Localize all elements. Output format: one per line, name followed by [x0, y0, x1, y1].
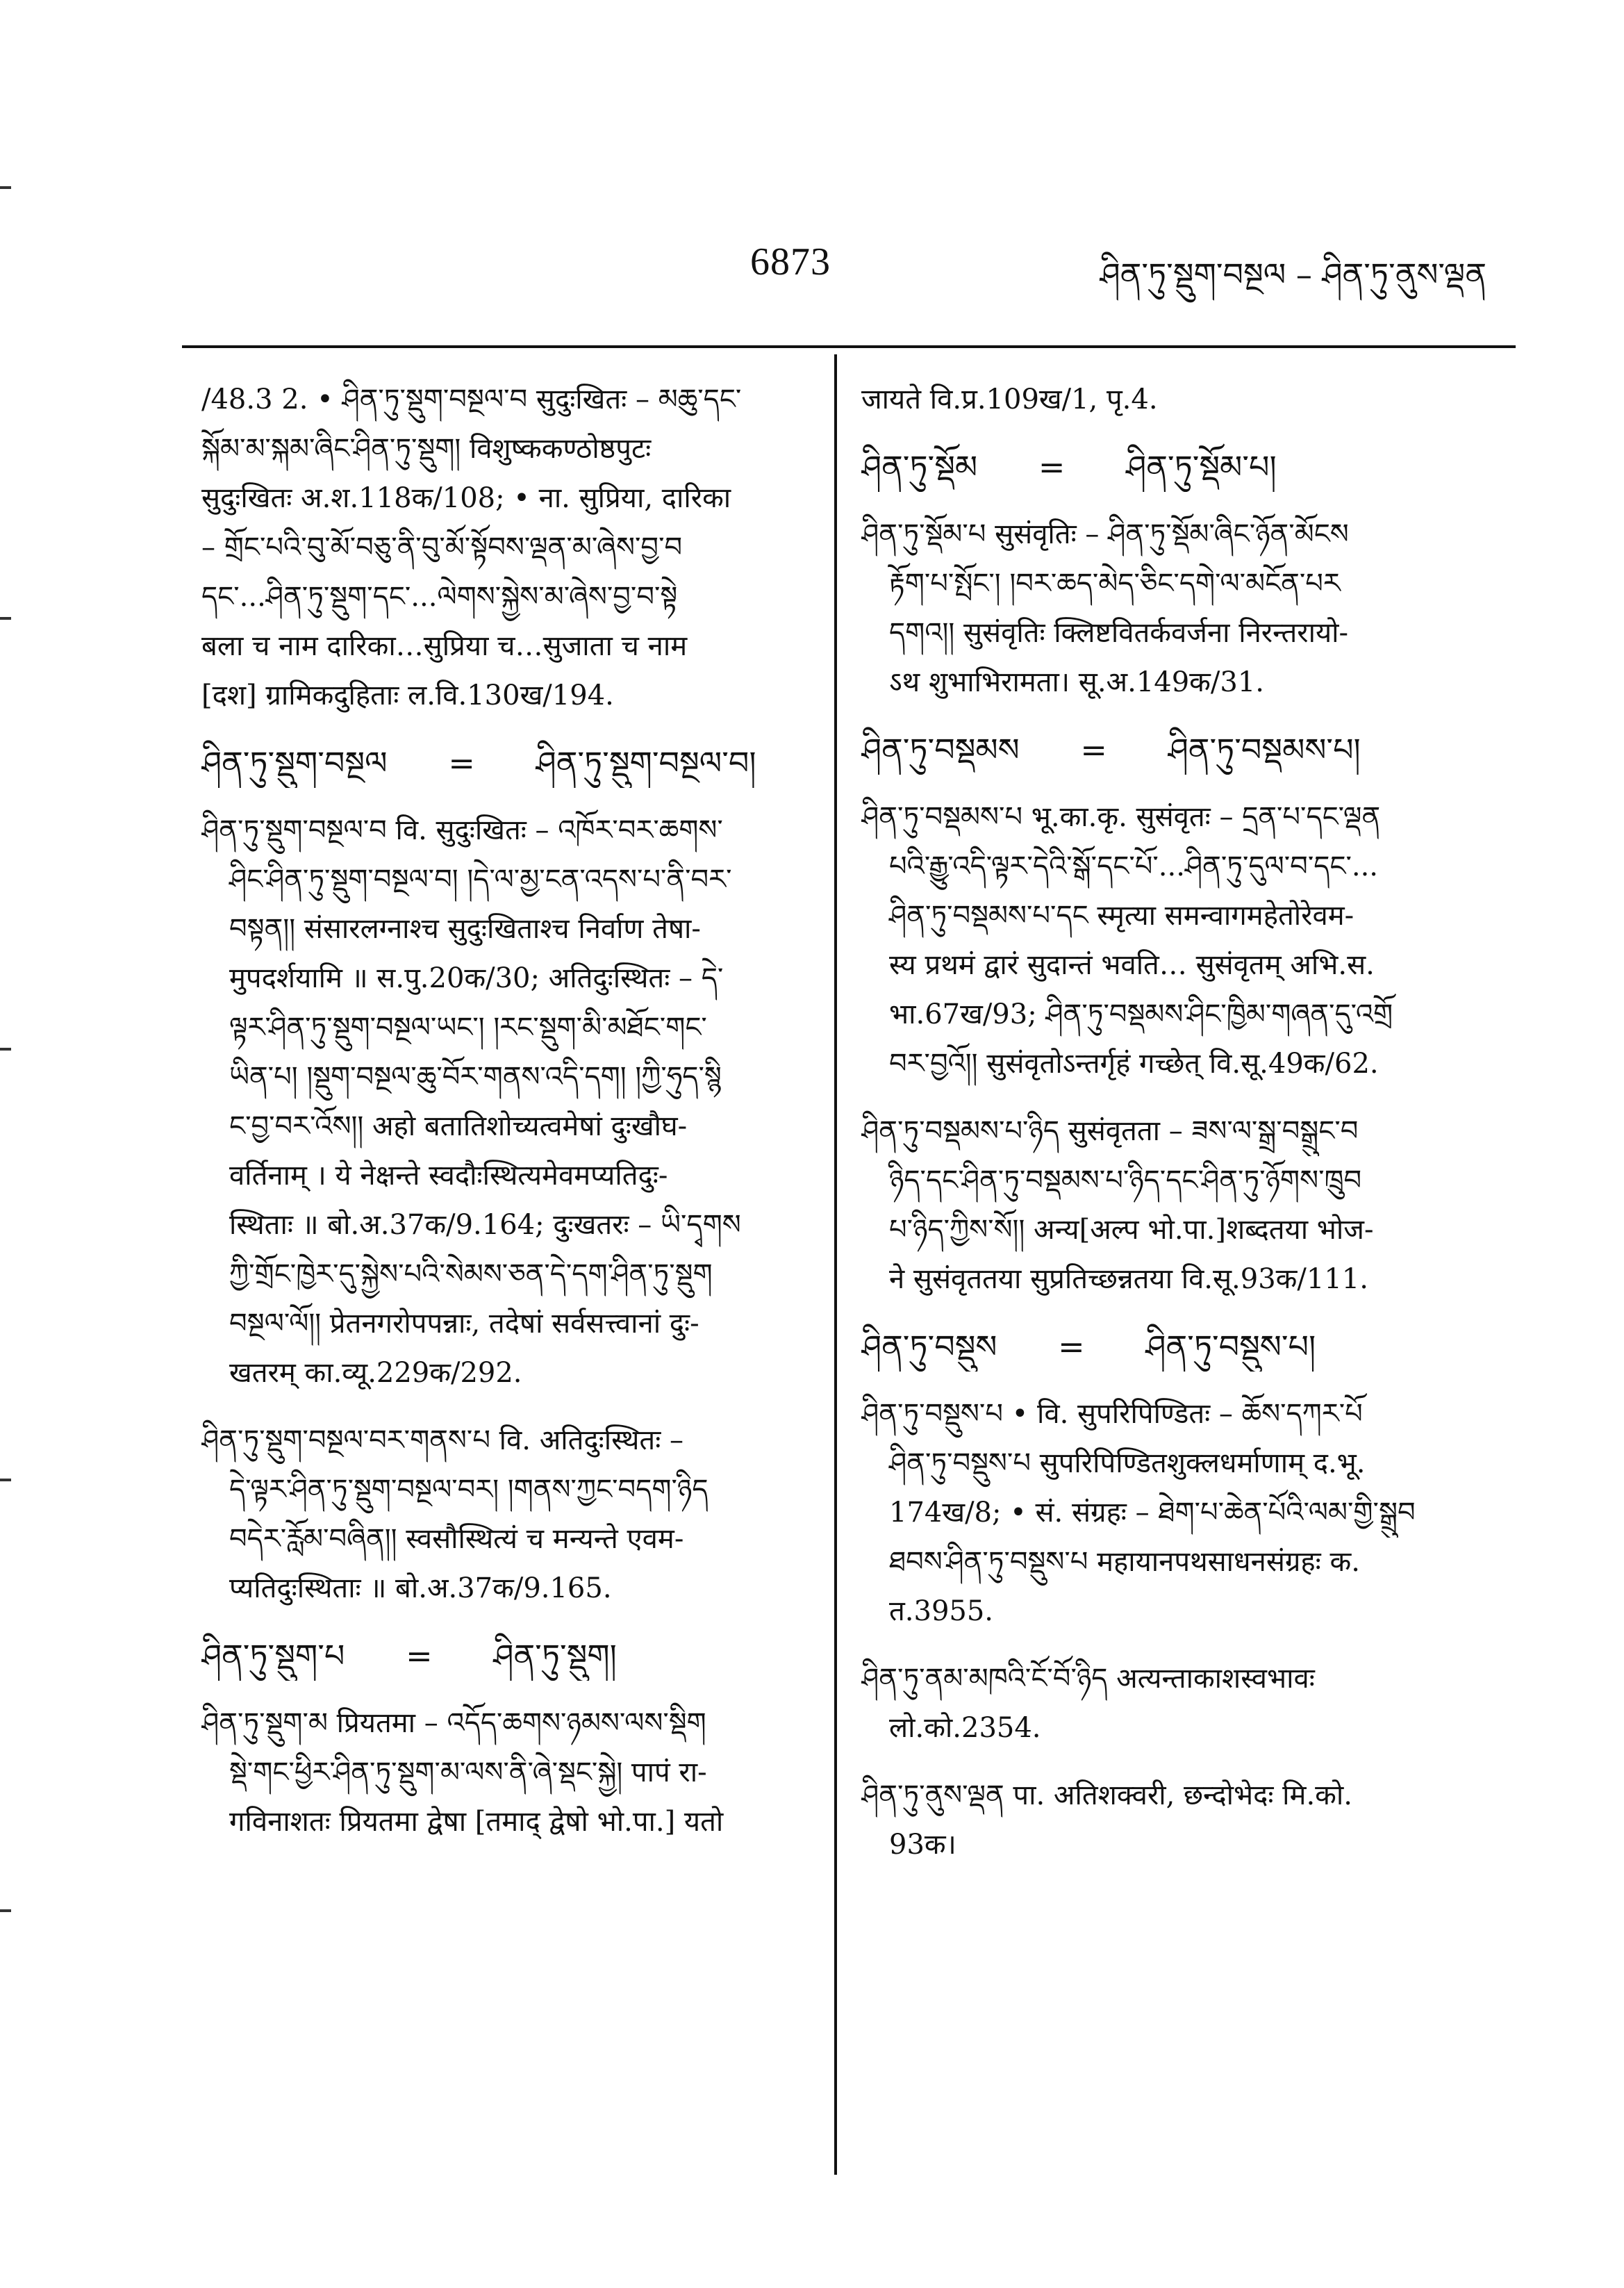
entry-line: རྟོག་པ་སྤོང་། །བར་ཆད་མེད་ཅིང་དགེ་ལ་མངོན་པར	[889, 568, 1341, 600]
entry-line: /48.3 2. • ཤིན་ཏུ་སྡུག་བསྔལ་བ सुदुःखितः – མཆུ་དང་	[201, 384, 742, 415]
entry-line: ཤིན་ཏུ་བསྡུས = ཤིན་ཏུ་བསྡུས་པ།	[861, 1328, 1316, 1365]
entry-line: खतरम् का.व्यू.229क/292.	[229, 1357, 522, 1389]
dictionary-entry	[201, 806, 813, 1398]
entry-line: ཤིན་ཏུ་སྡུག་པ = ཤིན་ཏུ་སྡུག།	[201, 1637, 617, 1674]
entry-line: त.3955.	[889, 1595, 994, 1627]
entry-line: ཤིན་ཏུ་ནམ་མཁའི་ངོ་བོ་ཉིད अत्यन्ताकाशस्वभावः	[861, 1663, 1315, 1695]
entry-line: [दश] ग्रामिकदुहिताः ल.वि.130ख/194.	[201, 680, 614, 711]
cross-reference-entry	[861, 725, 1473, 775]
dictionary-entry	[861, 793, 1473, 1089]
entry-line: 93क।	[889, 1829, 956, 1861]
entry-line: པའི་རྒྱུ་འདི་ལྟར་དེའི་སྒོ་དང་པོ་...ཤིན་ཏུ་དུལ་བ་དང་...	[889, 850, 1379, 882]
entry-line: ཤིན་ཏུ་བསྡམས་པ भू.का.कृ. सुसंवृतः – དྲན་པ་དང་ལྡན	[861, 801, 1381, 833]
dictionary-entry	[861, 1654, 1473, 1753]
entry-line: ཤིང་ཤིན་ཏུ་སྡུག་བསྔལ་བ། །དེ་ལ་མྱ་ངན་འདས་པ་ནི་བར་	[229, 864, 732, 896]
dictionary-entry	[861, 1390, 1473, 1636]
entry-line: ཤིན་ཏུ་སྡོམ་པ सुसंवृतिः – ཤིན་ཏུ་སྡོམ་ཞིང་ཉོན་མོངས	[861, 518, 1349, 550]
cross-reference-entry	[201, 1631, 813, 1681]
entry-line: ऽथ शुभाभिरामता। सू.अ.149क/31.	[889, 666, 1264, 698]
cross-reference-entry	[201, 739, 813, 788]
entry-line: ཤིན་ཏུ་སྡུག་མ प्रियतमा – འདོད་ཆགས་ཉམས་ལས་སྡིག	[201, 1707, 706, 1739]
entry-line: – གྲོང་པའི་བུ་མོ་བཅུ་ནི་བུ་མོ་སྟོབས་ལྡན་མ་ཞེས་བྱ་བ	[201, 532, 683, 563]
scan-margin-mark	[0, 1048, 11, 1051]
entry-line: भा.67ख/93; ཤིན་ཏུ་བསྡམས་ཤིང་ཁྱིམ་གཞན་དུ་འགྲོ	[889, 998, 1393, 1030]
entry-line: स्य प्रथमं द्वारं सुदान्तं भवति… सुसंवृतम् अभि.स.	[889, 949, 1375, 981]
running-head: ཤིན་ཏུ་སྡུག་བསྔལ – ཤིན་ཏུ་ནུས་ལྡན	[1100, 256, 1486, 293]
entry-line: སྐོམ་མ་སྐམ་ཞིང་ཤིན་ཏུ་སྡུག། विशुष्ककण्ठोष्ठपुटः	[201, 433, 652, 465]
entry-line: ཤིན་ཏུ་སྡུག་བསྔལ = ཤིན་ཏུ་སྡུག་བསྔལ་བ།	[201, 744, 756, 782]
entry-line: जायते वि.प्र.109ख/1, पृ.4.	[861, 384, 1158, 415]
entry-line: བར་བྱའོ།། सुसंवृतोऽन्तर्गृहं गच्छेत् वि.सू.49क/62.	[889, 1048, 1379, 1080]
dictionary-entry	[201, 1699, 813, 1847]
entry-line: ཀྱི་གྲོང་ཁྱེར་དུ་སྐྱེས་པའི་སེམས་ཅན་དེ་དག་ཤིན་ཏུ་སྡུག	[229, 1258, 713, 1290]
cross-reference-entry	[861, 1322, 1473, 1372]
entry-line: ཤིན་ཏུ་བསྡུས་པ • वि. सुपरिपिण्डितः – ཆོས་དཀར་པོ	[861, 1398, 1363, 1430]
entry-line: लो.को.2354.	[889, 1712, 1041, 1744]
scan-margin-mark	[0, 617, 11, 620]
entry-line: ཤིན་ཏུ་བསྡུས་པ सुपरिपिण्डितशुक्लधर्माणाम् द.भू.	[889, 1447, 1366, 1479]
entry-line: प्यतिदुःस्थिताः ॥ बो.अ.37क/9.165.	[229, 1572, 612, 1604]
entry-line: དགའ།། सुसंवृतिः क्लिष्टवितर्कवर्जना निरन्तरायो-	[889, 617, 1349, 649]
entry-line: बला च नाम दारिका…सुप्रिया च…सुजाता च नाम	[201, 630, 688, 662]
dictionary-entry	[861, 510, 1473, 707]
dictionary-entry	[861, 1107, 1473, 1304]
entry-line: ཤིན་ཏུ་སྡོམ = ཤིན་ཏུ་སྡོམ་པ།	[861, 448, 1277, 486]
scan-margin-mark	[0, 1909, 11, 1912]
entry-line: गविनाशतः प्रियतमा द्वेषा [तमाद् द्वेषो भो.पा.] यतो	[229, 1806, 724, 1838]
entry-line: པ་ཉིད་ཀྱིས་སོ།། अन्य[अल्प भो.पा.]शब्दतया भोज-	[889, 1214, 1374, 1246]
entry-line: ཤིན་ཏུ་བསྡམས་པ་དང स्मृत्या समन्वागमहेतोरेवम-	[889, 900, 1354, 932]
entry-line: स्थिताः ॥ बो.अ.37क/9.164; दुःखतरः – ཡི་དྭགས	[229, 1209, 741, 1241]
entry-line: ཉིད་དང་ཤིན་ཏུ་བསྡམས་པ་ཉིད་དང་ཤིན་ཏུ་ཉོགས་ཁྲུབ	[889, 1164, 1362, 1196]
scan-margin-mark	[0, 1479, 11, 1481]
entry-line: ཤིན་ཏུ་བསྡམས = ཤིན་ཏུ་བསྡམས་པ།	[861, 731, 1361, 768]
header-rule	[182, 345, 1516, 348]
scan-margin-mark	[0, 186, 11, 189]
dictionary-entry	[861, 1771, 1473, 1870]
entry-line: བསྟན།། संसारलग्नाश्च सुदुःखिताश्च निर्वाण तेषा-	[229, 913, 701, 945]
entry-line: བསྔལ་ལོ།། प्रेतनगरोपपन्नाः, तदेषां सर्वसत्त्वानां दुः-	[229, 1308, 699, 1340]
entry-line: སྡེ་གང་ཕྱིར་ཤིན་ཏུ་སྡུག་མ་ལས་ནི་ཞེ་སྡང་སྐྱེ། पापं रा-	[229, 1756, 707, 1788]
entry-line: वर्तिनाम् । ये नेक्षन्ते स्वदौःस्थित्यमेवमप्यतिदुः-	[229, 1160, 668, 1192]
entry-line: བདེར་རློམ་བཞིན།། स्वसौस्थित्यं च मन्यन्ते एवम-	[229, 1523, 684, 1555]
entry-line: ཤིན་ཏུ་སྡུག་བསྔལ་བ वि. सुदुःखितः – འཁོར་བར་ཆགས་	[201, 814, 723, 846]
entry-line: ने सुसंवृततया सुप्रतिच्छन्नतया वि.सू.93क/111.	[889, 1263, 1368, 1295]
entry-line: དང་...ཤིན་ཏུ་སྡུག་དང་...ལེགས་སྐྱེས་མ་ཞེས་བྱ་བ་སྟེ	[201, 581, 678, 613]
dictionary-entry	[861, 375, 1473, 425]
entry-line: ཐབས་ཤིན་ཏུ་བསྡུས་པ महायानपथसाधनसंग्रहः क.	[889, 1546, 1360, 1578]
page-number: 6873	[750, 240, 831, 283]
column-divider	[834, 354, 837, 2175]
right-column	[861, 375, 1473, 1888]
entry-line: ཤིན་ཏུ་སྡུག་བསྔལ་བར་གནས་པ वि. अतिदुःस्थितः –	[201, 1424, 684, 1456]
dictionary-entry	[201, 375, 813, 721]
entry-line: ཤིན་ཏུ་ནུས་ལྡན पा. अतिशक्वरी, छन्दोभेदः मि.को.	[861, 1779, 1352, 1811]
entry-line: ཡིན་པ། །སྡུག་བསྔལ་ཆུ་བོར་གནས་འདི་དག། །ཀྱི་ཧུད་སྙི	[229, 1061, 722, 1093]
entry-line: मुपदर्शयामि ॥ स.पु.20क/30; अतिदुःस्थितः – དེ་	[229, 962, 724, 994]
dictionary-entry	[201, 1416, 813, 1613]
entry-line: सुदुःखितः अ.श.118क/108; • ना. सुप्रिया, दारिका	[201, 482, 731, 514]
entry-line: ཤིན་ཏུ་བསྡམས་པ་ཉིད सुसंवृतता – ཟས་ལ་སྒྲ་བསྒྲུང་བ	[861, 1115, 1359, 1147]
cross-reference-entry	[861, 443, 1473, 492]
entry-line: ང་བྱ་བར་འོས།། अहो बतातिशोच्यत्वमेषां दुःखौघ-	[229, 1110, 688, 1142]
left-column	[201, 375, 813, 1865]
entry-line: 174ख/8; • सं. संग्रहः – ཐེག་པ་ཆེན་པོའི་ལམ་གྱི་སྒྲུབ	[889, 1497, 1416, 1529]
entry-line: དེ་ལྟར་ཤིན་ཏུ་སྡུག་བསྔལ་བར། །གནས་ཀྱང་བདག་ཉིད	[229, 1474, 709, 1506]
entry-line: ལྟར་ཤིན་ཏུ་སྡུག་བསྔལ་ཡང་། །རང་སྡུག་མི་མཐོང་གང་	[229, 1012, 707, 1044]
